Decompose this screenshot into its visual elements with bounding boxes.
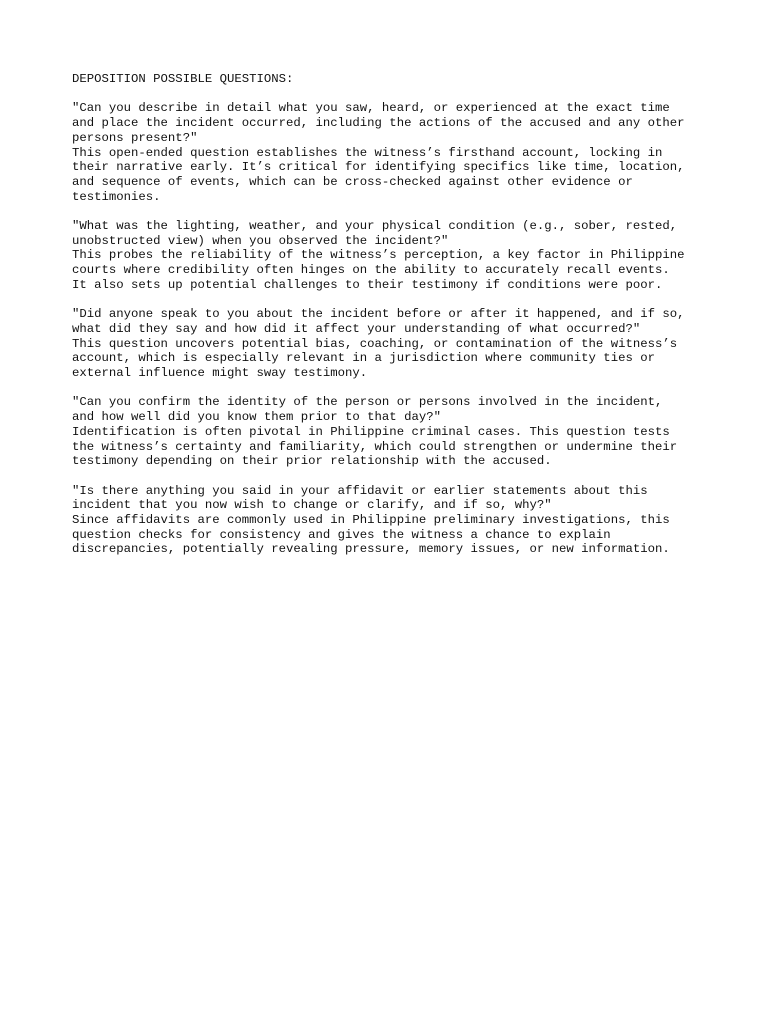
explanation-line: testimony depending on their prior relationship with the accused.: [72, 454, 552, 469]
explanation-line: This probes the reliability of the witness’s perception, a key factor in Philippine: [72, 248, 685, 263]
question-line: and place the incident occurred, including the actions of the accused and any other: [72, 116, 685, 131]
question-block-4: [72, 395, 712, 469]
explanation-line: It also sets up potential challenges to their testimony if conditions were poor.: [72, 277, 663, 292]
question-line: "Can you describe in detail what you saw, heard, or experienced at the exact time: [72, 101, 670, 116]
explanation-line: external influence might sway testimony.: [72, 366, 368, 381]
explanation-line: Since affidavits are commonly used in Philippine preliminary investigations, this: [72, 513, 670, 528]
question-line: persons present?": [72, 130, 198, 145]
question-block-3: [72, 307, 712, 381]
question-line: and how well did you know them prior to that day?": [72, 410, 441, 425]
explanation-line: the witness’s certainty and familiarity, which could strengthen or undermine their: [72, 439, 678, 454]
explanation-line: courts where credibility often hinges on the ability to accurately recall events.: [72, 263, 670, 278]
question-line: incident that you now wish to change or clarify, and if so, why?": [72, 498, 552, 513]
explanation-line: question checks for consistency and gives the witness a chance to explain: [72, 527, 611, 542]
question-block-1: [72, 101, 712, 204]
explanation-line: account, which is especially relevant in a jurisdiction where community ties or: [72, 351, 655, 366]
explanation-line: and sequence of events, which can be cross-checked against other evidence or: [72, 174, 633, 189]
explanation-line: their narrative early. It’s critical for identifying specifics like time, location,: [72, 160, 685, 175]
question-block-5: [72, 484, 712, 558]
question-line: "Can you confirm the identity of the person or persons involved in the incident,: [72, 395, 663, 410]
explanation-line: This open-ended question establishes the witness’s firsthand account, locking in: [72, 145, 663, 160]
question-line: "Did anyone speak to you about the incident before or after it happened, and if so,: [72, 307, 685, 322]
explanation-line: This question uncovers potential bias, coaching, or contamination of the witness’s: [72, 336, 678, 351]
question-line: "What was the lighting, weather, and your physical condition (e.g., sober, rested,: [72, 219, 678, 233]
explanation-line: Identification is often pivotal in Philippine criminal cases. This question tests: [72, 424, 670, 439]
explanation-line: discrepancies, potentially revealing pressure, memory issues, or new information.: [72, 542, 670, 557]
question-line: unobstructed view) when you observed the incident?": [72, 233, 449, 248]
document-heading: DEPOSITION POSSIBLE QUESTIONS:: [72, 72, 294, 86]
explanation-line: testimonies.: [72, 189, 161, 204]
question-block-2: [72, 219, 712, 293]
question-line: what did they say and how did it affect your understanding of what occurred?": [72, 321, 641, 336]
document-page: [72, 72, 712, 557]
question-line: "Is there anything you said in your affidavit or earlier statements about this: [72, 483, 648, 498]
